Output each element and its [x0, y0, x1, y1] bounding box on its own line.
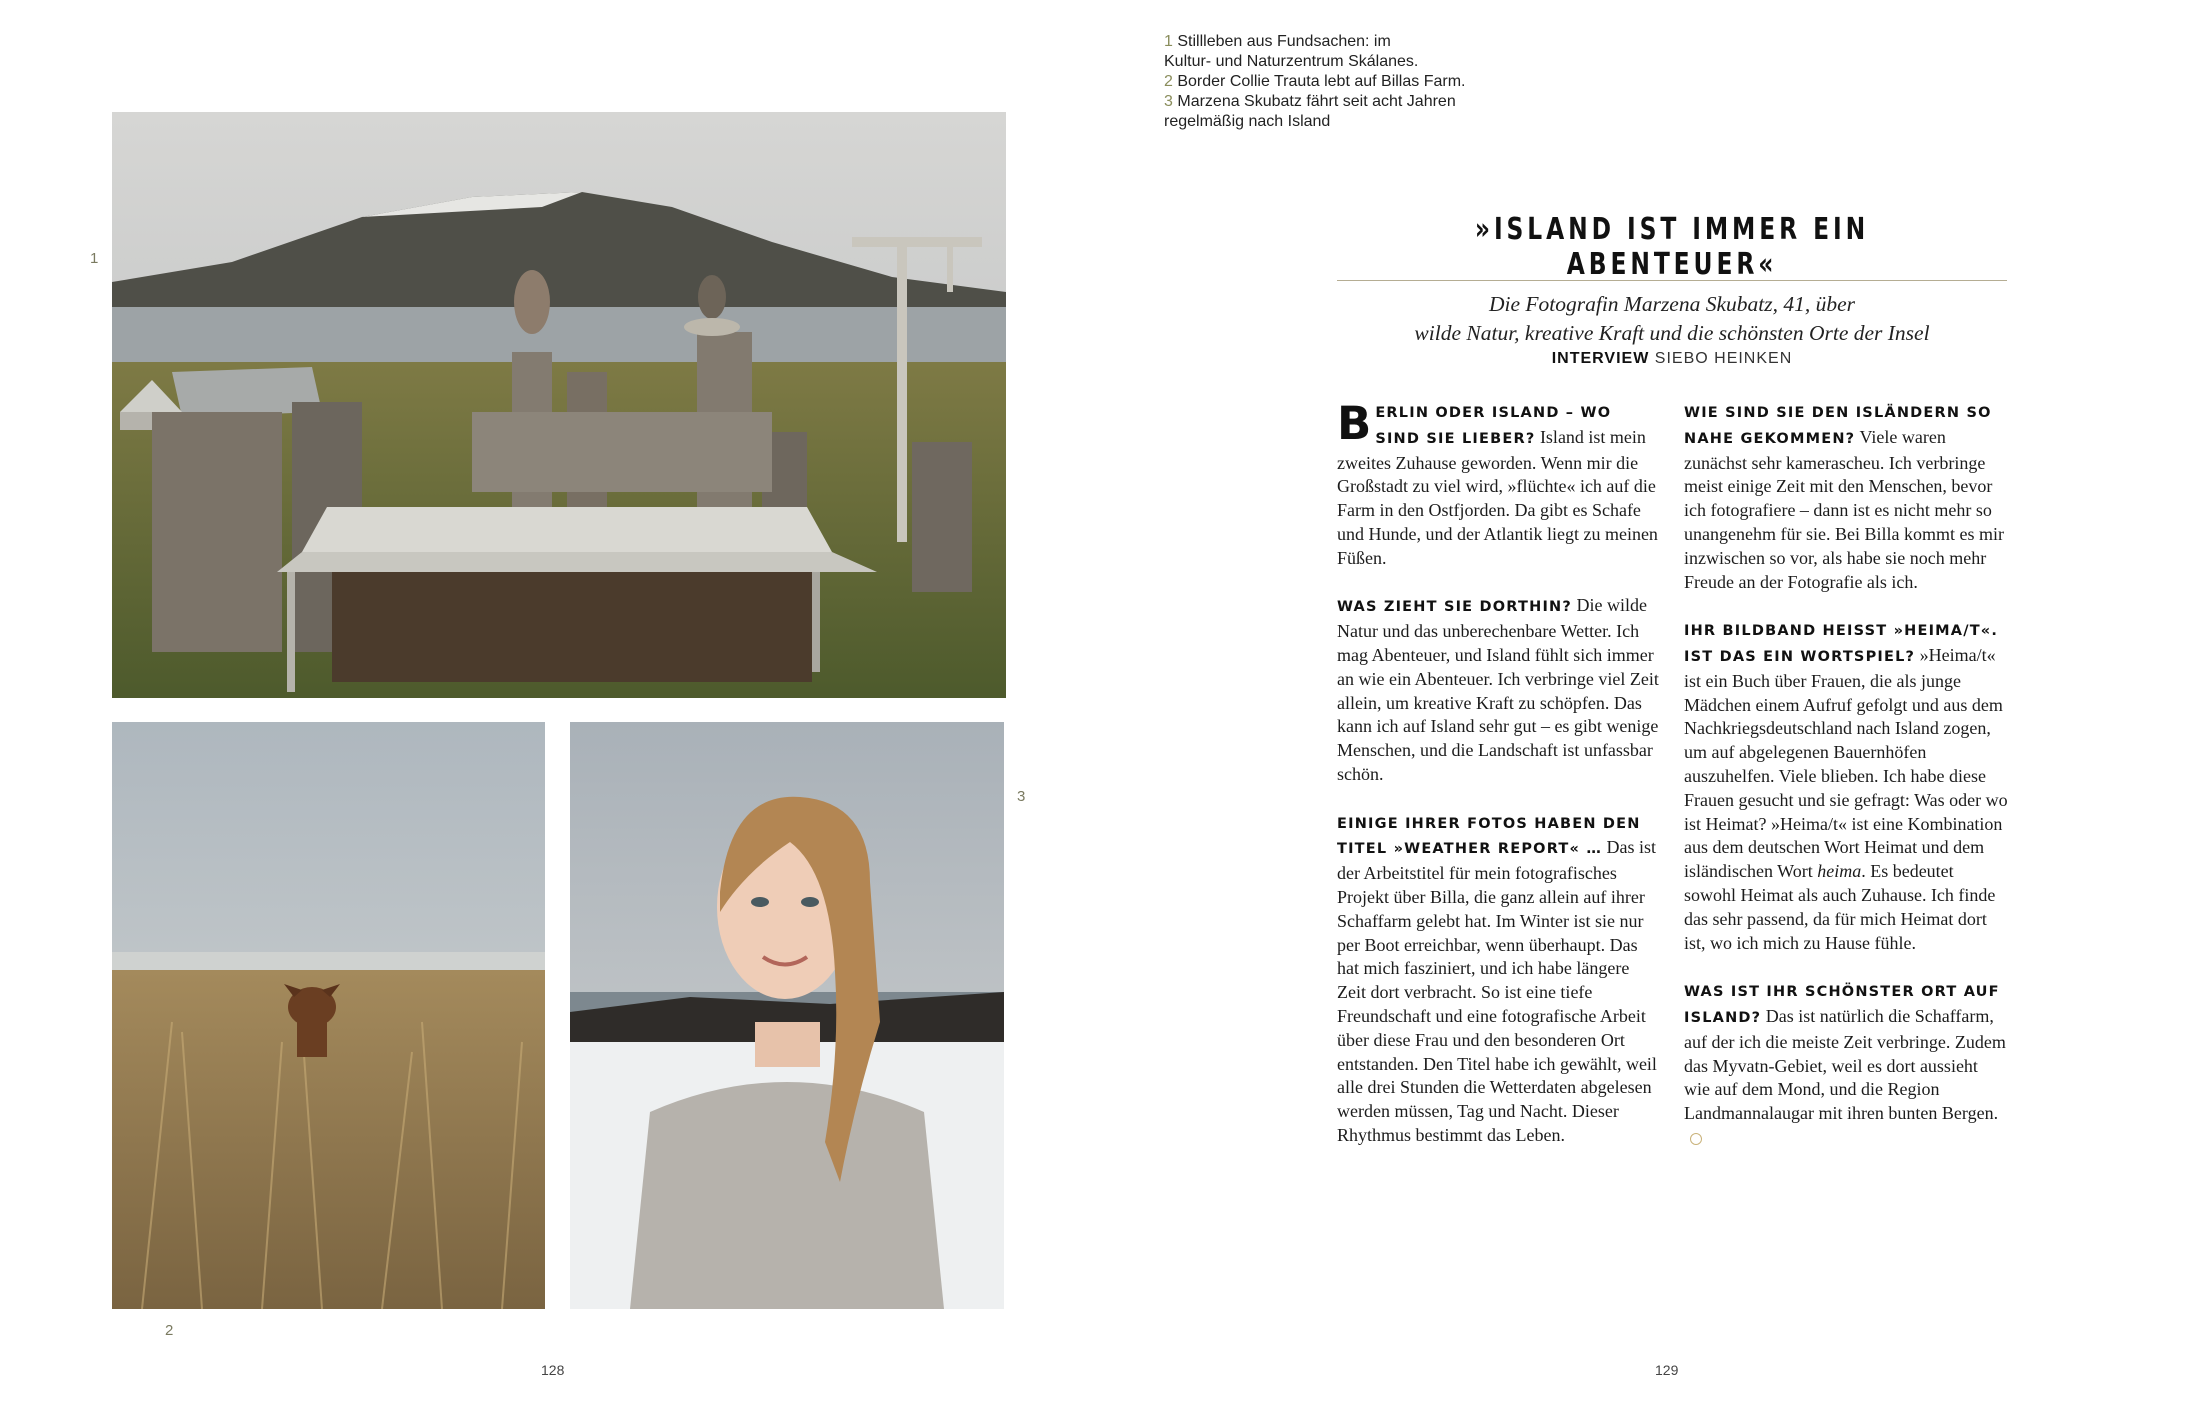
interview-question: IHR BILDBAND HEISST »HEIMA/T«. IST DAS EIN WORTSPIEL?	[1684, 623, 1999, 665]
interview-question: WAS IST IHR SCHÖNSTER ORT AUF ISLAND?	[1684, 984, 2000, 1026]
interview-answer: WAS ZIEHT SIE DORTHIN? Die wilde Natur und das unberechenbare Wetter. Ich mag Abenteuer, und Island fühlt sich immer an wie ein Abenteuer. Ich verbringe viel Zeit allein, um kreative Kraft zu schöpfen. Das kann ich auf Island sehr gut – es gibt wenige Menschen, und die Landschaft ist unfassbar schön.	[1337, 595, 1659, 784]
photo-number-1: 1	[90, 250, 99, 267]
byline-author: SIEBO HEINKEN	[1654, 350, 1793, 367]
end-mark-icon	[1690, 1133, 1702, 1145]
article-column-right	[1684, 400, 2008, 1174]
byline-label: INTERVIEW	[1551, 350, 1650, 367]
photo-stillleben-fundsachen	[112, 112, 1006, 698]
interview-answer: IHR BILDBAND HEISST »HEIMA/T«. IST DAS EIN WORTSPIEL? »Heima/t« ist ein Buch über Frauen, die als junge Mädchen einem Aufruf gefolgt und aus dem Nachkriegsdeutschland nach Island zogen, um auf abgelegenen Bauernhöfen auszuhelfen. Viele blieben. Ich habe diese Frauen gesucht und sie gefragt: Was oder wo ist Heimat? »Heima/t« ist eine Kombination aus dem deutschen Wort Heimat und dem isländischen Wort heima. Es bedeutet sowohl Heimat als auch Zuhause. Ich finde das sehr passend, da für mich Heimat dort ist, wo ich mich zu Hause fühle.	[1684, 623, 2008, 953]
caption-line: 2 Border Collie Trauta lebt auf Billas Farm.	[1164, 73, 1466, 90]
interview-question: ERLIN ODER ISLAND – WO SIND SIE LIEBER?	[1375, 405, 1612, 447]
interview-answer: EINIGE IHRER FOTOS HABEN DEN TITEL »WEATHER REPORT« … Das ist der Arbeitstitel für mein fotografisches Projekt über Billa, die ganz allein auf ihrer Schaffarm gelebt hat. Im Winter ist sie nur per Boot erreichbar, wenn überhaupt. Das hat mich fasziniert, und ich habe längere Zeit dort verbracht. So ist eine tiefe Freundschaft und eine fotografische Arbeit über diese Frau und den besonderen Ort entstanden. Den Titel habe ich gewählt, weil alle drei Stunden die Wetterdaten abgelesen werden müssen, Tag und Nacht. Dieser Rhythmus bestimmt das Leben.	[1337, 815, 1657, 1145]
photo-number-2: 2	[165, 1322, 174, 1339]
interview-question: EINIGE IHRER FOTOS HABEN DEN TITEL »WEATHER REPORT« …	[1337, 815, 1641, 858]
page-number-left: 128	[541, 1362, 565, 1378]
photo-captions	[1164, 32, 1564, 132]
caption-line: 1 Stillleben aus Fundsachen: im	[1164, 33, 1391, 50]
byline	[1337, 350, 2007, 368]
title-rule	[1337, 280, 2007, 281]
interview-answer: WIE SIND SIE DEN ISLÄNDERN SO NAHE GEKOMMEN? Viele waren zunächst sehr kamerascheu. Ich verbringe meist einige Zeit mit den Menschen, bevor ich fotografiere – dann ist es nicht mehr so unangenehm für sie. Bei Billa kommt es mir inzwischen so vor, als habe sie noch mehr Freude an der Fotografie als ich.	[1684, 405, 2004, 592]
caption-line: regelmäßig nach Island	[1164, 113, 1331, 130]
photo-number-3: 3	[1017, 788, 1026, 805]
article-title: »ISLAND IST IMMER EIN ABENTEUER«	[1474, 212, 1870, 282]
interview-answer: BERLIN ODER ISLAND – WO SIND SIE LIEBER? Island ist mein zweites Zuhause geworden. Wenn mir die Großstadt zu viel wird, »flüchte« ich auf die Farm in den Ostfjorden. Da gibt es Schafe und Hunde, und der Atlantik liegt zu meinen Füßen.	[1337, 397, 1658, 568]
interview-answer: WAS IST IHR SCHÖNSTER ORT AUF ISLAND? Das ist natürlich die Schaffarm, auf der ich die meiste Zeit verbringe. Zudem das Myvatn-Gebiet, weil es dort aussieht wie auf dem Mond, und die Region Landmannalaugar mit ihren bunten Bergen.	[1684, 979, 2008, 1150]
caption-line: Kultur- und Naturzentrum Skálanes.	[1164, 53, 1419, 70]
photo-border-collie	[112, 722, 545, 1309]
article-subtitle: Die Fotografin Marzena Skubatz, 41, über wilde Natur, kreative Kraft und die schönsten Orte der Insel	[1414, 292, 1930, 345]
interview-question: WIE SIND SIE DEN ISLÄNDERN SO NAHE GEKOMMEN?	[1684, 405, 1992, 447]
photo-marzena-skubatz-portrait	[570, 722, 1004, 1309]
caption-line: 3 Marzena Skubatz fährt seit acht Jahren	[1164, 93, 1456, 110]
page-number-right: 129	[1655, 1362, 1679, 1378]
article-column-left	[1337, 397, 1661, 1172]
drop-cap: B	[1337, 397, 1372, 450]
interview-question: WAS ZIEHT SIE DORTHIN?	[1337, 599, 1572, 616]
